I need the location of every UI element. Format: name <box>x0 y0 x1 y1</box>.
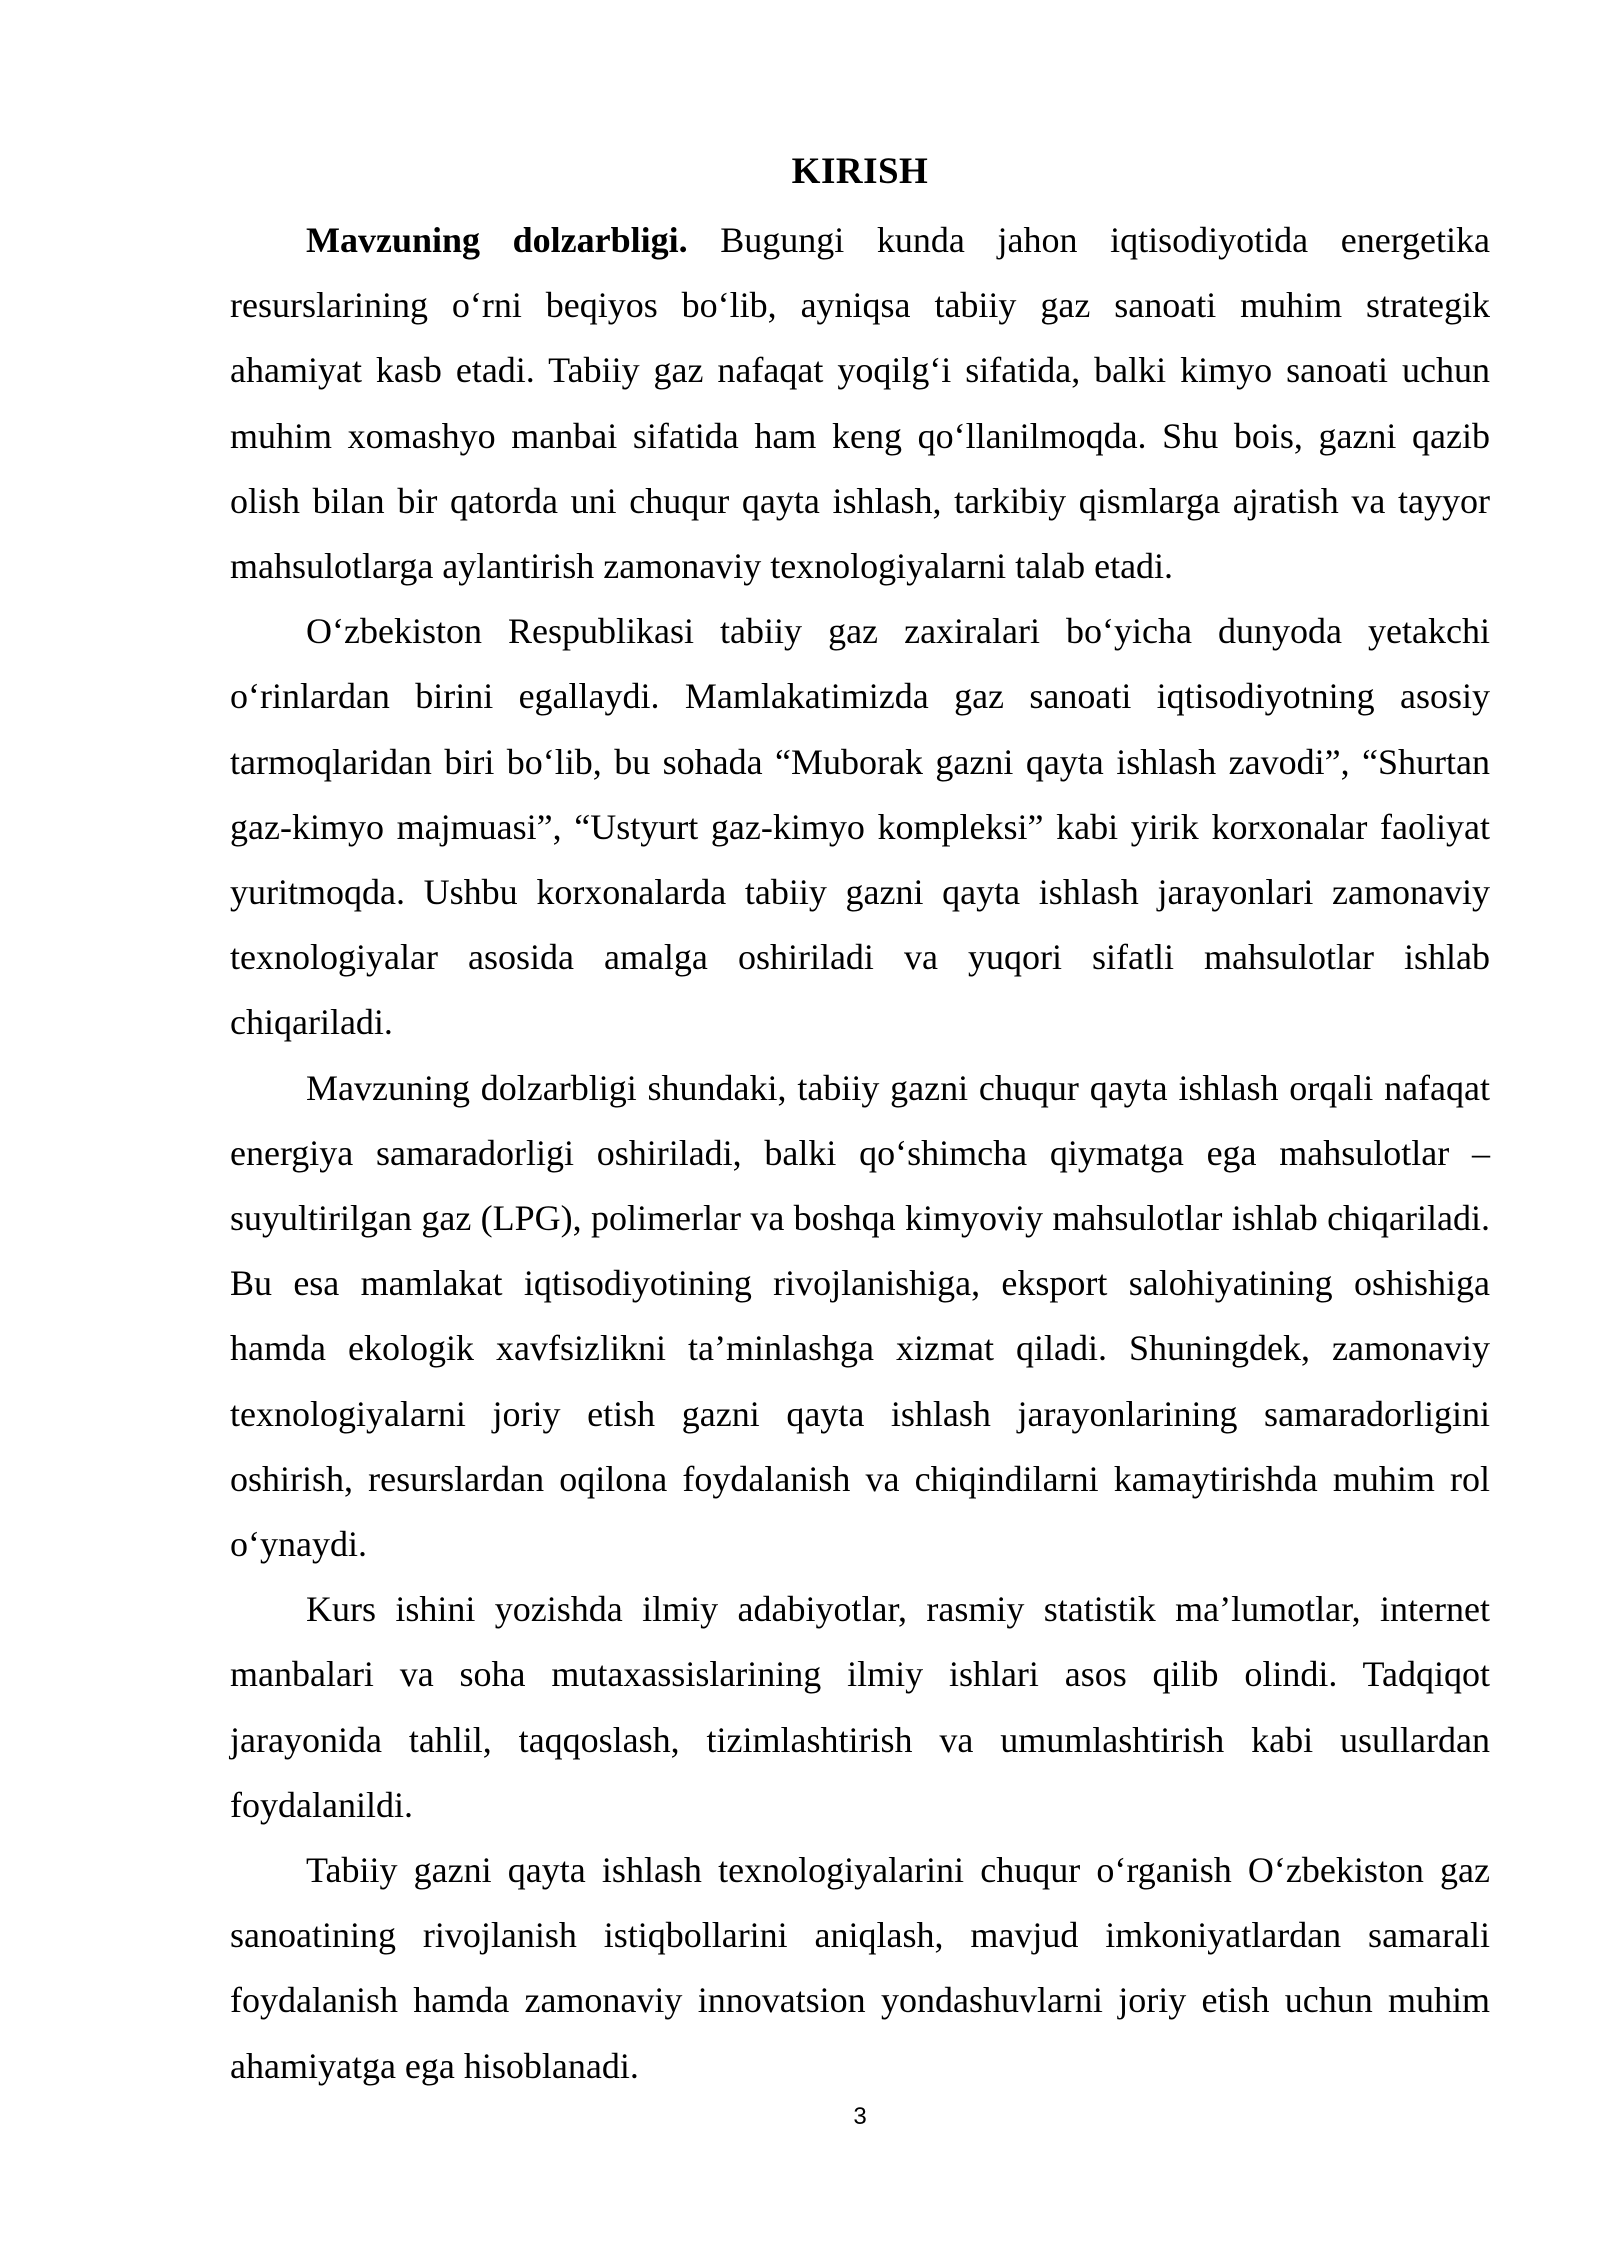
document-body <box>230 208 1490 2099</box>
paragraph-conclusion: Tabiiy gazni qayta ishlash texnologiyalarini chuqur o‘rganish O‘zbekiston gaz sanoatining rivojlanish istiqbollarini aniqlash, mavjud imkoniyatlardan samarali foydalanish hamda zamonaviy innovatsion yondashuvlarni joriy etish uchun muhim ahamiyatga ega hisoblanadi. <box>230 1850 1490 2086</box>
paragraph-lead: Mavzuning dolzarbligi. <box>306 220 688 260</box>
paragraph-methods: Kurs ishini yozishda ilmiy adabiyotlar, rasmiy statistik ma’lumotlar, internet manbalari va soha mutaxassislarining ilmiy ishlari asos qilib olindi. Tadqiqot jarayonida tahlil, taqqoslash, tizimlashtirish va umumlashtirish kabi usullardan foydalanildi. <box>230 1589 1490 1825</box>
paragraph-uzbekistan-reserves: O‘zbekiston Respublikasi tabiiy gaz zaxiralari bo‘yicha dunyoda yetakchi o‘rinlardan birini egallaydi. Mamlakatimizda gaz sanoati iqtisodiyotning asosiy tarmoqlaridan biri bo‘lib, bu sohada “Muborak gazni qayta ishlash zavodi”, “Shurtan gaz-kimyo majmuasi”, “Ustyurt gaz-kimyo kompleksi” kabi yirik korxonalar faoliyat yuritmoqda. Ushbu korxonalarda tabiiy gazni qayta ishlash jarayonlari zamonaviy texnologiyalar asosida amalga oshiriladi va yuqori sifatli mahsulotlar ishlab chiqariladi. <box>230 611 1490 1043</box>
page-number: 3 <box>853 2103 867 2130</box>
paragraph-relevance <box>230 208 1490 599</box>
paragraph-text: Bugungi kunda jahon iqtisodiyotida energetika resurslarining o‘rni beqiyos bo‘lib, ayniqsa tabiiy gaz sanoati muhim strategik ahamiyat kasb etadi. Tabiiy gaz nafaqat yoqilg‘i sifatida, balki kimyo sanoati uchun muhim xomashyo manbai sifatida ham keng qo‘llanilmoqda. Shu bois, gazni qazib olish bilan bir qatorda uni chuqur qayta ishlash, tarkibiy qismlarga ajratish va tayyor mahsulotlarga aylantirish zamonaviy texnologiyalarni talab etadi. <box>230 220 1490 587</box>
page-title: KIRISH <box>791 151 929 192</box>
paragraph-deep-processing: Mavzuning dolzarbligi shundaki, tabiiy gazni chuqur qayta ishlash orqali nafaqat energiya samaradorligi oshiriladi, balki qo‘shimcha qiymatga ega mahsulotlar – suyultirilgan gaz (LPG), polimerlar va boshqa kimyoviy mahsulotlar ishlab chiqariladi. Bu esa mamlakat iqtisodiyotining rivojlanishiga, eksport salohiyatining oshishiga hamda ekologik xavfsizlikni ta’minlashga xizmat qiladi. Shuningdek, zamonaviy texnologiyalarni joriy etish gazni qayta ishlash jarayonlarining samaradorligini oshirish, resurslardan oqilona foydalanish va chiqindilarni kamaytirishda muhim rol o‘ynaydi. <box>230 1067 1490 1565</box>
